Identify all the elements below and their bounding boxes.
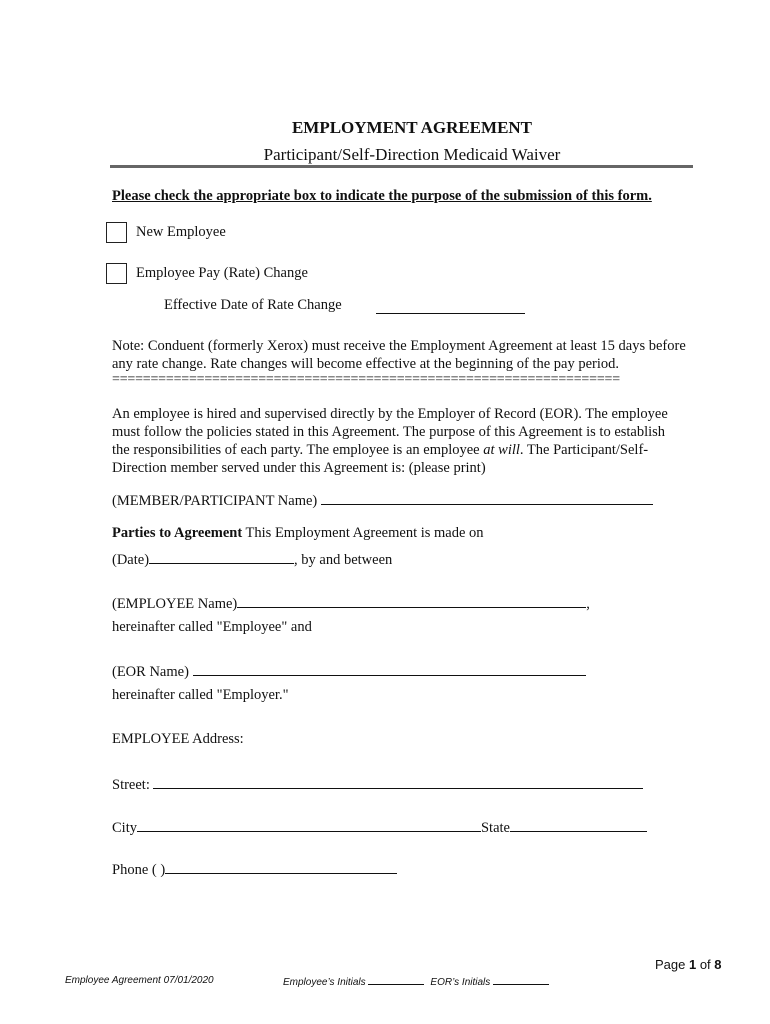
employee-name-label: (EMPLOYEE Name) (112, 596, 238, 612)
parties-row (112, 525, 484, 542)
paragraph-line-3-end: . The Participant/Self- (519, 442, 649, 458)
note-line-1: Note: Conduent (formerly Xerox) must receive the Employment Agreement at least 15 days before (112, 338, 686, 354)
member-name-row (112, 491, 653, 510)
footer-version: Employee Agreement 07/01/2020 (65, 975, 214, 986)
new-employee-label: New Employee (136, 224, 226, 240)
phone-row (112, 860, 397, 879)
eor-initials-label: EOR’s Initials (430, 977, 494, 988)
page-prefix: Page (655, 957, 689, 972)
street-label: Street: (112, 777, 154, 793)
hereinafter-employer-text: hereinafter called "Employer." (112, 687, 289, 703)
page-total: 8 (714, 957, 722, 972)
date-label: (Date) (112, 552, 150, 568)
page-number (655, 957, 722, 972)
hereinafter-employee-text: hereinafter called "Employee" and (112, 619, 312, 635)
eor-name-label: (EOR Name) (112, 664, 193, 680)
state-field[interactable] (510, 818, 647, 832)
phone-label: Phone ( ) (112, 862, 166, 878)
footer-initials (283, 975, 549, 988)
date-row (112, 550, 392, 569)
employee-initials-field[interactable] (368, 975, 424, 985)
city-field[interactable] (137, 818, 481, 832)
pay-change-label: Employee Pay (Rate) Change (136, 265, 308, 281)
city-label: City (112, 820, 137, 836)
date-field[interactable] (149, 550, 294, 564)
new-employee-checkbox[interactable] (106, 222, 127, 243)
eor-initials-field[interactable] (493, 975, 549, 985)
effective-date-field[interactable] (376, 300, 525, 314)
employee-name-row (112, 594, 590, 613)
paragraph-line-3-start: the responsibilities of each party. The employee is an employee (112, 442, 484, 458)
page-of: of (696, 957, 715, 972)
employee-initials-label: Employee’s Initials (283, 977, 369, 988)
paragraph-line-2: must follow the policies stated in this Agreement. The purpose of this Agreement is to establish (112, 424, 666, 440)
parties-heading: Parties to Agreement (112, 525, 243, 541)
document-subtitle: Participant/Self-Direction Medicaid Waiver (263, 145, 561, 164)
separator-line: ================================================================== (112, 372, 620, 387)
city-state-row (112, 818, 647, 837)
at-will-emphasis: at will (483, 442, 520, 458)
date-suffix: , by and between (294, 552, 393, 568)
employee-name-field[interactable] (237, 594, 586, 608)
parties-text: This Employment Agreement is made on (242, 525, 484, 541)
paragraph-line-4: Direction member served under this Agreement is: (please print) (112, 460, 486, 476)
paragraph-line-3 (112, 442, 648, 459)
employee-name-suffix: , (586, 596, 590, 612)
street-row (112, 775, 643, 794)
eor-name-row (112, 662, 586, 681)
page-current: 1 (688, 957, 697, 972)
document-title: EMPLOYMENT AGREEMENT (291, 118, 533, 137)
employee-address-heading: EMPLOYEE Address: (112, 731, 244, 747)
street-field[interactable] (153, 775, 643, 789)
pay-change-checkbox[interactable] (106, 263, 127, 284)
eor-name-field[interactable] (193, 662, 586, 676)
paragraph-line-1: An employee is hired and supervised directly by the Employer of Record (EOR). The employee (112, 406, 668, 422)
member-name-label: (MEMBER/PARTICIPANT Name) (112, 493, 321, 509)
note-line-2: any rate change. Rate changes will become effective at the beginning of the pay period. (112, 356, 620, 372)
member-name-field[interactable] (321, 491, 653, 505)
effective-date-label: Effective Date of Rate Change (164, 297, 342, 313)
title-divider (110, 165, 693, 168)
state-label: State (480, 820, 510, 836)
phone-field[interactable] (165, 860, 397, 874)
instruction-text: Please check the appropriate box to indicate the purpose of the submission of this form. (112, 188, 652, 204)
